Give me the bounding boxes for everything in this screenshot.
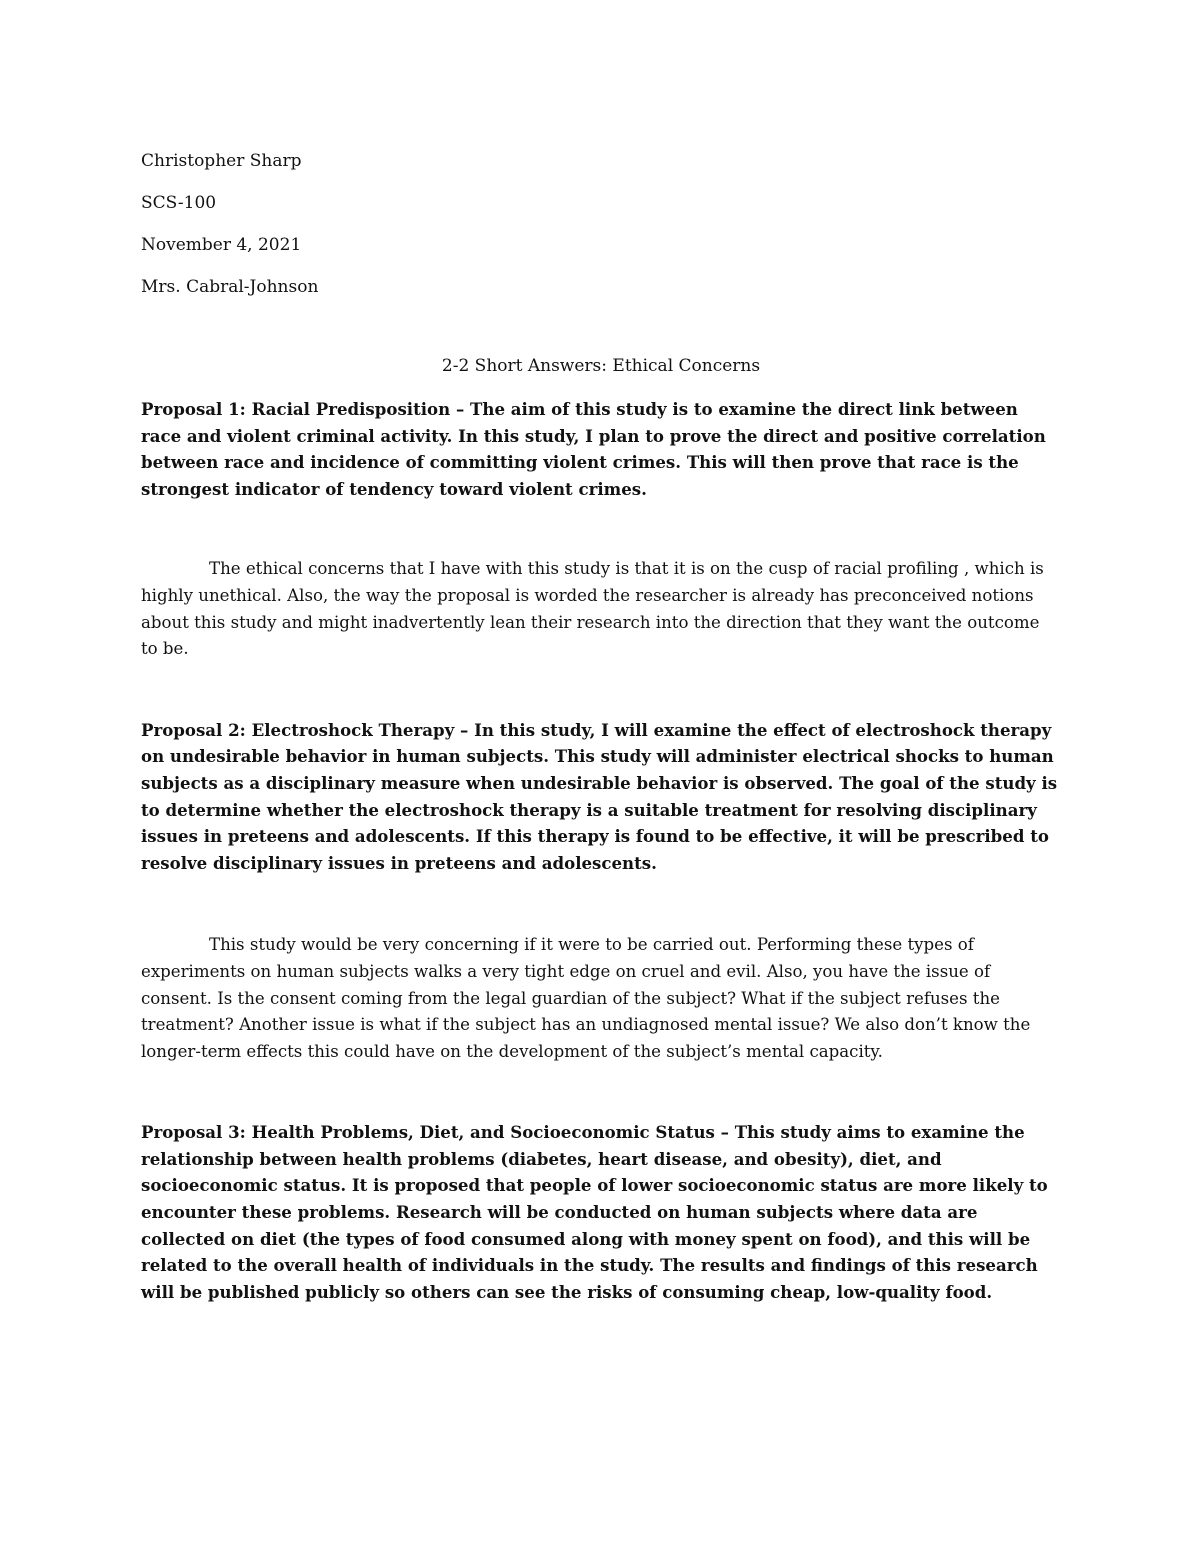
author-name: Christopher Sharp: [141, 151, 302, 171]
document-body: [141, 140, 1061, 1305]
answer-2-text: This study would be very concerning if it were to be carried out. Performing these types of experiments on human subjects walks a very tight edge on cruel and evil. Also, you have the issue of consent. Is the consent coming from the legal guardian of the subject? What if the subject refuses the treatment? Another issue is what if the subject has an undiagnosed mental issue? We also don’t know the longer-term effects this could have on the development of the subject’s mental capacity.: [141, 935, 1031, 1061]
proposal-3-text: Proposal 3: Health Problems, Diet, and Socioeconomic Status – This study aims to examine the relationship between health problems (diabetes, heart disease, and obesity), diet, and socioeconomic status. It is proposed that people of lower socioeconomic status are more likely to encounter these problems. Research will be conducted on human subjects where data are collected on diet (the types of food consumed along with money spent on food), and this will be related to the overall health of individuals in the study. The results and findings of this research will be published publicly so others can see the risks of consuming cheap, low-quality food.: [141, 1122, 1048, 1302]
instructor-name: Mrs. Cabral-Johnson: [141, 277, 319, 297]
proposal-2-text: Proposal 2: Electroshock Therapy – In this study, I will examine the effect of electroshock therapy on undesirable behavior in human subjects. This study will administer electrical shocks to human subjects as a disciplinary measure when undesirable behavior is observed. The goal of the study is to determine whether the electroshock therapy is a suitable treatment for resolving disciplinary issues in preteens and adolescents. If this therapy is found to be effective, it will be prescribed to resolve disciplinary issues in preteens and adolescents.: [141, 719, 1058, 873]
course-code: SCS-100: [141, 193, 217, 213]
document-date: November 4, 2021: [141, 235, 302, 255]
proposal-1-text: Proposal 1: Racial Predisposition – The aim of this study is to examine the direct link between race and violent criminal activity. In this study, I plan to prove the direct and positive correlation between race and incidence of committing violent crimes. This will then prove that race is the strongest indicator of tendency toward violent crimes.: [141, 399, 1046, 499]
answer-1-text: The ethical concerns that I have with this study is that it is on the cusp of racial profiling , which is highly unethical. Also, the way the proposal is worded the researcher is already has preconceived notions about this study and might inadvertently lean their research into the direction that they want the outcome to be.: [141, 559, 1044, 659]
document-title: 2-2 Short Answers: Ethical Concerns: [441, 356, 761, 376]
